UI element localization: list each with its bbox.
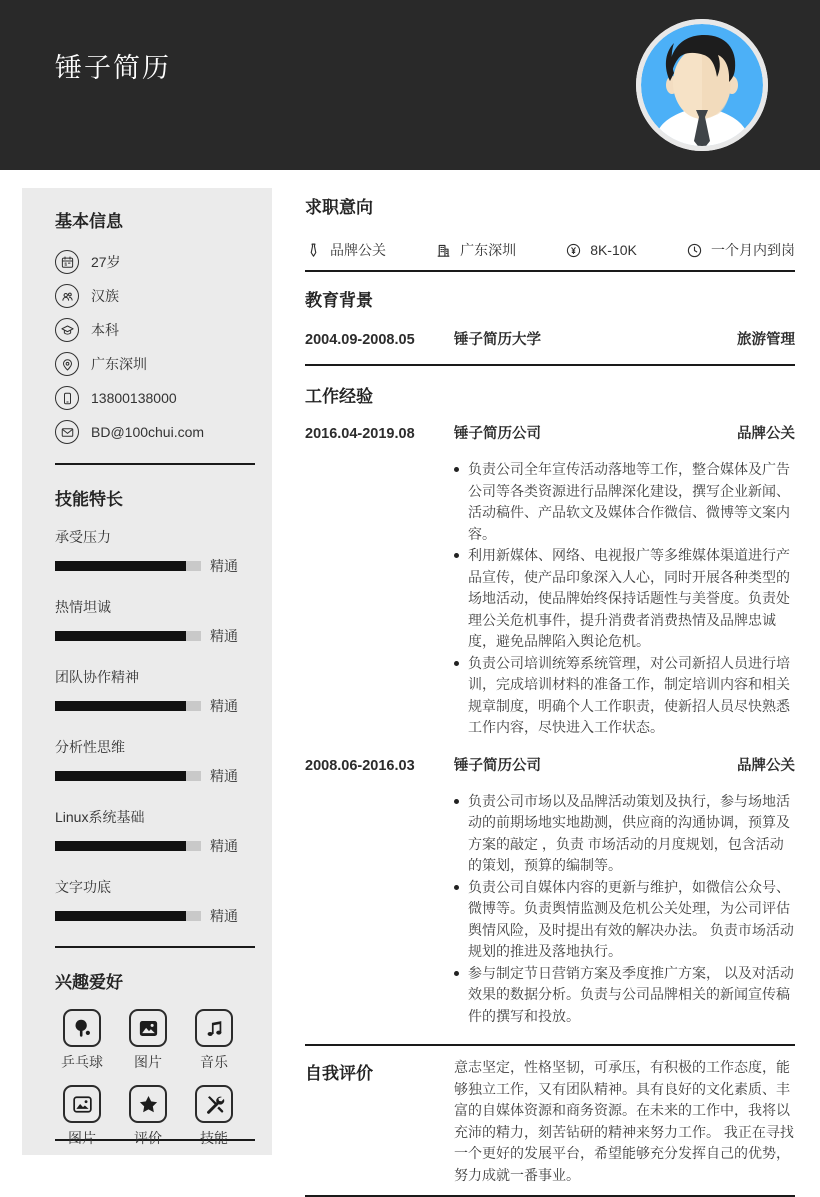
basic-info-value: 13800138000 [91,390,177,406]
work-entry-head [305,756,795,776]
job-intent-item [686,240,795,260]
job-intent-value: 8K-10K [590,242,637,258]
skills-list [55,527,255,926]
job-intent-item [305,240,386,260]
work-bullet [454,791,795,877]
hobby-item [181,1009,247,1072]
skill-name: Linux系统基础 [55,809,145,825]
skill-bar [55,696,255,716]
self-eval-section [305,1046,795,1197]
skill-bar-track [55,771,201,781]
picture-outline-icon [63,1085,101,1123]
work-heading: 工作经验 [305,387,373,406]
basic-info-list [55,245,255,449]
skill-item [55,527,255,576]
bullet-dot-icon [454,877,468,963]
music-icon [195,1009,233,1047]
skill-bar-track [55,631,201,641]
content [0,170,820,1197]
skill-bar [55,906,255,926]
skill-level-label: 精通 [210,628,238,644]
job-intent-value: 一个月内到岗 [710,242,795,258]
skill-bar [55,556,255,576]
main-column [305,193,795,1197]
bullet-dot-icon [454,545,468,653]
hobby-label: 音乐 [200,1054,228,1070]
skill-level-label: 精通 [210,908,238,924]
skill-bar-fill [55,561,186,571]
picture-filled-icon [129,1009,167,1047]
location-icon [55,352,79,376]
basic-info-value: 本科 [91,322,119,338]
bullet-dot-icon [454,791,468,877]
skill-bar-fill [55,771,186,781]
work-period: 2008.06-2016.03 [305,757,415,774]
sidebar [22,188,272,1155]
basic-info-item [55,347,255,381]
basic-info-item [55,415,255,449]
skill-level-label: 精通 [210,768,238,784]
work-bullet [454,545,795,653]
skill-level-label: 精通 [210,698,238,714]
bullet-text: 负责公司自媒体内容的更新与维护，如微信公众号、微博等。负责舆情监测及危机公关处理，为公司评估舆情风险，及时提出有效的解决办法。 负责市场活动规划的推进及落地执行。 [468,878,794,959]
skill-bar-fill [55,701,186,711]
page-header [0,0,820,170]
skill-bar [55,766,255,786]
tie-icon [305,242,330,259]
work-bullet [454,963,795,1028]
work-entry [305,424,795,739]
skill-bar-fill [55,841,186,851]
skill-bar [55,626,255,646]
bullet-text: 参与制定节日营销方案及季度推广方案， 以及对活动效果的数据分析。负责与公司品牌相关的新闻宣传稿件的撰写和投放。 [468,964,794,1024]
basic-info-item [55,245,255,279]
job-intent-heading: 求职意向 [305,198,373,217]
work-company: 锤子简历公司 [454,757,541,774]
phone-icon [55,386,79,410]
education-entries [305,330,795,350]
job-intent-row [305,240,795,260]
hobby-item [115,1085,181,1148]
skill-item [55,807,255,856]
hobby-label: 图片 [134,1054,162,1070]
work-section [305,366,795,1046]
work-bullets [454,791,795,1028]
skill-item [55,877,255,926]
clock-icon [686,242,711,259]
skill-item [55,667,255,716]
bullet-dot-icon [454,459,468,545]
work-entry-head [305,424,795,444]
bullet-text: 负责公司培训统筹系统管理，对公司新招人员进行培训，完成培训材料的准备工作，制定培训内容和相关规章制度，明确个人工作职责，使新招人员尽快熟悉工作内容，尽快进入工作状态。 [468,654,790,735]
basic-info-value: BD@100chui.com [91,424,205,440]
skill-bar-track [55,701,201,711]
skill-item [55,737,255,786]
job-intent-section [305,193,795,272]
job-intent-item [435,240,516,260]
skill-name: 文字功底 [55,879,111,895]
work-bullet [454,653,795,739]
hobby-item [181,1085,247,1148]
self-eval-heading: 自我评价 [305,1064,373,1083]
skill-name: 承受压力 [55,529,111,545]
bullet-text: 利用新媒体、网络、电视报广等多维媒体渠道进行产品宣传，使产品印象深入人心，同时开展各种类型的场地活动，使品牌始终保持话题性与美誉度。负责处理公关危机事件，提升消费者消费热情及品牌忠诚度，避免品牌陷入舆论危机。 [468,547,790,649]
basic-info-section [55,207,255,449]
work-bullet [454,459,795,545]
bullet-text: 负责公司市场以及品牌活动策划及执行，参与场地活动的前期场地实地勘测，供应商的沟通协调，预算及方案的敲定 ，负责 市场活动的月度规划，包含活动的策划，预算的编制等。 [468,792,790,873]
bullet-dot-icon [454,963,468,1028]
hobby-item [49,1085,115,1148]
skill-name: 分析性思维 [55,739,125,755]
building-icon [435,242,460,259]
calendar-icon [55,250,79,274]
work-company: 锤子简历公司 [454,426,541,442]
work-role: 品牌公关 [737,757,795,774]
self-eval-text: 意志坚定，性格坚韧，可承压，有积极的工作态度，能够独立工作，又有团队精神。具有良好的文化素质、丰富的自媒体资源和商务资源。在未来的工作中，我将以充沛的精力，刻苦钻研的精神来努力工作。 我正在寻找一个更好的发展平台，希望能够充分发挥自己的优势，努力成就一番事业。 [454,1059,794,1183]
hobby-item [49,1009,115,1072]
skill-name: 热情坦诚 [55,599,111,615]
education-entry [305,330,795,350]
hobby-label: 技能 [200,1130,228,1146]
education-school: 锤子简历大学 [454,332,541,348]
email-icon [55,420,79,444]
work-role: 品牌公关 [737,426,795,442]
page-title: 锤子简历 [55,53,171,83]
hobbies-heading: 兴趣爱好 [55,973,123,992]
skill-level-label: 精通 [210,838,238,854]
work-bullet [454,877,795,963]
yen-icon [565,242,590,259]
basic-info-value: 广东深圳 [91,356,147,372]
skills-section [55,485,255,926]
hobbies-grid [49,1009,255,1148]
skill-bar-fill [55,631,186,641]
skill-name: 团队协作精神 [55,669,139,685]
hobby-item [115,1009,181,1072]
graduation-icon [55,318,79,342]
skill-bar-track [55,841,201,851]
hobby-label: 乒乓球 [61,1054,103,1070]
skill-item [55,597,255,646]
basic-info-item [55,279,255,313]
basic-info-value: 汉族 [91,288,119,304]
work-bullets [454,459,795,739]
skill-bar-track [55,911,201,921]
skill-bar-track [55,561,201,571]
hobby-label: 图片 [68,1130,96,1146]
avatar [634,17,770,153]
basic-info-heading: 基本信息 [55,212,123,231]
education-heading: 教育背景 [305,291,373,310]
basic-info-item [55,313,255,347]
sidebar-divider [55,463,255,465]
work-entries [305,424,795,1027]
tools-icon [195,1085,233,1123]
skill-bar [55,836,255,856]
bullet-dot-icon [454,653,468,739]
skills-heading: 技能特长 [55,490,123,509]
users-icon [55,284,79,308]
education-period: 2004.09-2008.05 [305,332,415,348]
job-intent-value: 广东深圳 [460,242,517,258]
work-period: 2016.04-2019.08 [305,426,415,442]
skill-level-label: 精通 [210,558,238,574]
education-section [305,272,795,366]
star-icon [129,1085,167,1123]
basic-info-value: 27岁 [91,254,121,270]
education-major: 旅游管理 [737,332,795,348]
skill-bar-fill [55,911,186,921]
hobbies-section [55,968,255,1148]
basic-info-item [55,381,255,415]
sidebar-divider [55,946,255,948]
bullet-text: 负责公司全年宣传活动落地等工作，整合媒体及广告公司等各类资源进行品牌深化建设，撰写企业新闻、活动稿件、产品软文及媒体合作微信、微博等文案内容。 [468,461,790,542]
pingpong-icon [63,1009,101,1047]
job-intent-item [565,242,637,259]
hobby-label: 评价 [134,1130,162,1146]
work-entry [305,756,795,1028]
job-intent-value: 品牌公关 [330,242,386,258]
